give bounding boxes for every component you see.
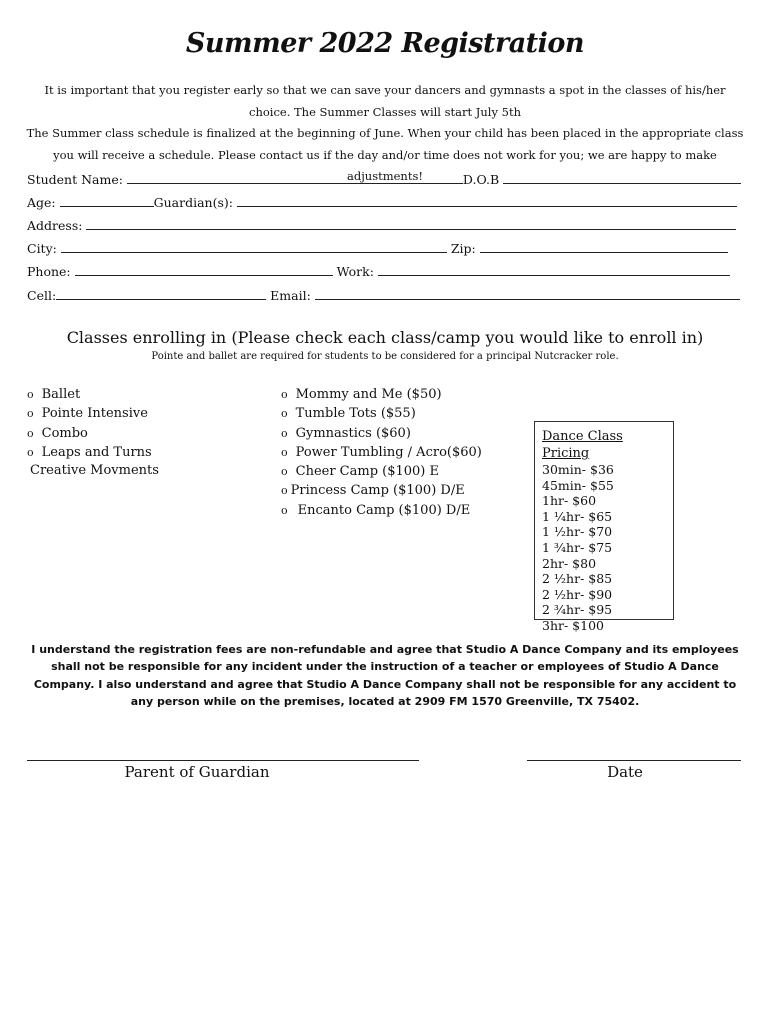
pricing-item: 3hr- $100 bbox=[542, 617, 604, 633]
pricing-item: 1 ¾hr- $75 bbox=[542, 539, 613, 555]
class-option-combo[interactable] bbox=[27, 424, 159, 443]
page-title: Summer 2022 Registration bbox=[185, 28, 585, 59]
class-option-cheer-camp[interactable] bbox=[281, 462, 482, 481]
phone-label: Phone: bbox=[27, 264, 71, 279]
cell-label: Cell: bbox=[27, 288, 57, 303]
class-label: Gymnastics ($60) bbox=[295, 425, 411, 441]
pricing-item: 1hr- $60 bbox=[542, 493, 597, 509]
class-option-creative-movements: Creative Movments bbox=[30, 463, 159, 479]
class-option-power-tumbling[interactable] bbox=[281, 443, 482, 462]
class-option-pointe-intensive[interactable] bbox=[27, 404, 159, 423]
zip-label: Zip: bbox=[450, 241, 476, 256]
age-row bbox=[27, 193, 737, 210]
pricing-item: 30min- $36 bbox=[542, 462, 614, 477]
dance-class-pricing-box bbox=[534, 421, 674, 633]
phone-field[interactable] bbox=[75, 262, 333, 276]
parent-signature-label: Parent of Guardian bbox=[124, 763, 270, 781]
class-label: Pointe Intensive bbox=[41, 406, 148, 422]
email-label: Email: bbox=[270, 288, 311, 303]
pricing-item: 2hr- $80 bbox=[542, 555, 597, 571]
pricing-item: 45min- $55 bbox=[542, 477, 614, 493]
agreement-text: I understand the registration fees are non-refundable and agree that Studio A Dance Company and its employees shall not be responsible for any incident under the instruction of a teacher or employees of Studio A Dance Company. I also understand and agree that Studio A Dance Company shall not be responsible for any accident to any person while on the premises, located at 2909 FM 1570 Greenville, TX 75402. bbox=[31, 643, 739, 708]
class-option-ballet[interactable] bbox=[27, 385, 159, 404]
checkbox-circle-icon[interactable]: o bbox=[281, 426, 288, 440]
pricing-item: 2 ¾hr- $95 bbox=[542, 602, 613, 618]
class-label: Mommy and Me ($50) bbox=[295, 387, 442, 402]
phone-row bbox=[27, 262, 730, 279]
class-label: Power Tumbling / Acro($60) bbox=[295, 444, 482, 460]
classes-note: Pointe and ballet are required for students to be considered for a principal Nutcracker role. bbox=[151, 351, 619, 362]
checkbox-circle-icon[interactable]: o bbox=[27, 407, 34, 421]
checkbox-circle-icon[interactable]: o bbox=[281, 407, 288, 421]
date-signature-label: Date bbox=[607, 763, 643, 781]
intro-paragraph-2: The Summer class schedule is finalized at the beginning of June. When your child has been placed in the appropriate class you will receive a schedule. Please contact us if the day and/or time does not work for you; we are happy to make adjustments! bbox=[26, 126, 744, 183]
class-label: Ballet bbox=[41, 387, 81, 402]
pricing-title: Dance Class Pricing bbox=[542, 429, 623, 461]
class-option-gymnastics[interactable] bbox=[281, 424, 482, 443]
pricing-item: 1 ¼hr- $65 bbox=[542, 508, 613, 524]
checkbox-circle-icon[interactable]: o bbox=[281, 484, 288, 498]
class-option-princess-camp[interactable] bbox=[281, 481, 482, 500]
date-signature-line[interactable] bbox=[527, 760, 741, 761]
parent-signature-line[interactable] bbox=[27, 760, 419, 761]
guardians-field[interactable] bbox=[237, 193, 737, 207]
checkbox-circle-icon[interactable]: o bbox=[27, 426, 34, 440]
checkbox-circle-icon[interactable]: o bbox=[281, 445, 288, 459]
dob-field[interactable] bbox=[503, 170, 741, 184]
work-label: Work: bbox=[336, 264, 374, 279]
class-label: Combo bbox=[41, 425, 88, 441]
checkbox-circle-icon[interactable]: o bbox=[281, 465, 288, 479]
pricing-item: 2 ½hr- $90 bbox=[542, 586, 613, 602]
age-field[interactable] bbox=[60, 193, 154, 207]
class-option-mommy-and-me[interactable] bbox=[281, 385, 482, 404]
address-row bbox=[27, 216, 736, 233]
classes-left-column bbox=[27, 385, 159, 479]
class-label: Encanto Camp ($100) D/E bbox=[297, 502, 471, 518]
address-field[interactable] bbox=[86, 216, 736, 230]
classes-right-column bbox=[281, 385, 482, 520]
city-field[interactable] bbox=[61, 239, 447, 253]
city-row bbox=[27, 239, 728, 256]
class-label: Tumble Tots ($55) bbox=[295, 406, 416, 422]
guardians-label: Guardian(s): bbox=[153, 195, 233, 210]
class-option-encanto-camp[interactable] bbox=[281, 501, 482, 520]
email-field[interactable] bbox=[315, 286, 740, 300]
work-field[interactable] bbox=[378, 262, 730, 276]
class-label: Leaps and Turns bbox=[41, 444, 152, 460]
checkbox-circle-icon[interactable]: o bbox=[27, 445, 34, 459]
zip-field[interactable] bbox=[480, 239, 728, 253]
checkbox-circle-icon[interactable]: o bbox=[281, 388, 288, 401]
pricing-item: 1 ½hr- $70 bbox=[542, 524, 613, 540]
class-label: Princess Camp ($100) D/E bbox=[290, 483, 465, 499]
student-name-label: Student Name: bbox=[27, 172, 123, 187]
student-name-row bbox=[27, 170, 741, 187]
dob-label: D.O.B bbox=[462, 172, 500, 187]
cell-row bbox=[27, 286, 740, 303]
classes-heading: Classes enrolling in (Please check each class/camp you would like to enroll in) bbox=[66, 328, 704, 347]
pricing-item: 2 ½hr- $85 bbox=[542, 571, 613, 587]
class-label: Cheer Camp ($100) E bbox=[295, 464, 440, 480]
address-label: Address: bbox=[27, 218, 83, 233]
age-label: Age: bbox=[27, 195, 56, 210]
city-label: City: bbox=[27, 241, 57, 256]
intro-paragraph-1: It is important that you register early so that we can save your dancers and gymnasts a spot in the classes of his/her choice. The Summer Classes will start July 5th bbox=[44, 83, 726, 119]
checkbox-circle-icon[interactable]: o bbox=[27, 388, 34, 401]
class-option-leaps-turns[interactable] bbox=[27, 443, 159, 462]
checkbox-circle-icon[interactable]: o bbox=[281, 503, 288, 517]
student-name-field[interactable] bbox=[127, 170, 463, 184]
class-option-tumble-tots[interactable] bbox=[281, 404, 482, 423]
cell-field[interactable] bbox=[56, 286, 266, 300]
